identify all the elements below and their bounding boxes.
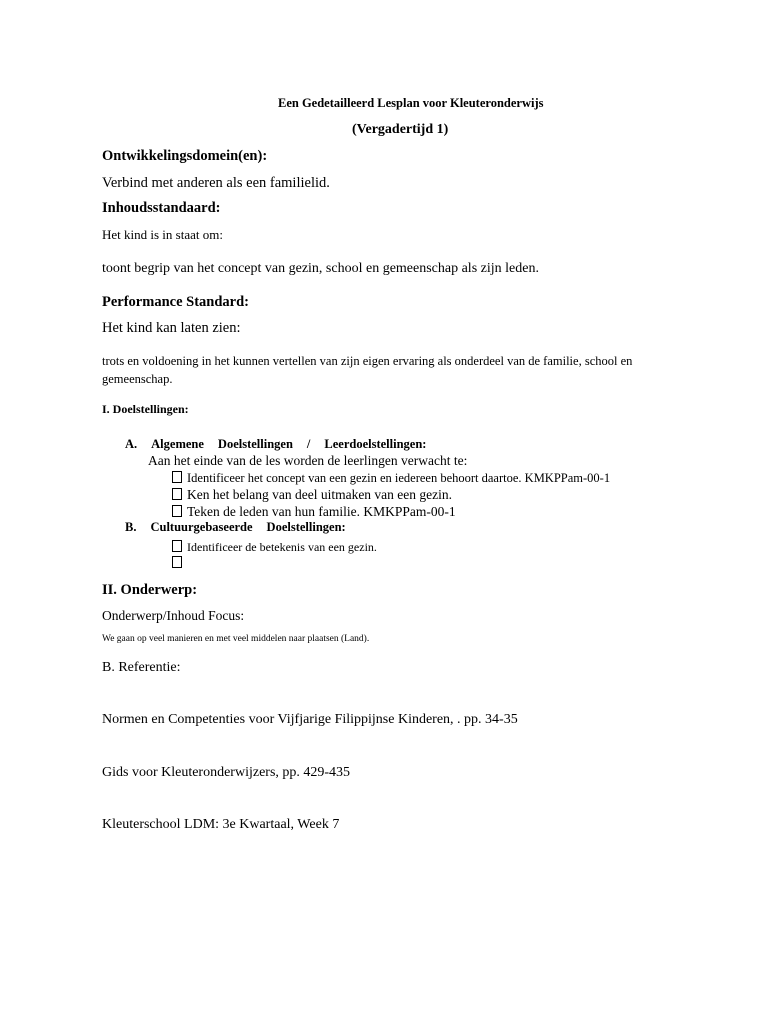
objective-item-text: Ken het belang van deel uitmaken van een gezin. bbox=[187, 487, 453, 502]
objective-item-text: Teken de leden van hun familie. KMKPPam-00-1 bbox=[187, 504, 456, 519]
content-standard-text: toont begrip van het concept van gezin, school en gemeenschap als zijn leden. bbox=[102, 261, 539, 276]
performance-standard-heading: Performance Standard: bbox=[102, 294, 249, 310]
domain-heading: Ontwikkelingsdomein(en): bbox=[102, 148, 268, 164]
reference-item: Kleuterschool LDM: 3e Kwartaal, Week 7 bbox=[102, 817, 340, 832]
checkbox-icon bbox=[172, 471, 182, 483]
reference-heading: B. Referentie: bbox=[102, 660, 181, 675]
section-a-word-1: Algemene bbox=[151, 437, 204, 451]
objective-item bbox=[172, 487, 452, 503]
section-a-heading bbox=[125, 437, 426, 451]
objectives-heading: I. Doelstellingen: bbox=[102, 402, 189, 416]
topic-focus-label: Onderwerp/Inhoud Focus: bbox=[102, 608, 245, 623]
checkbox-icon bbox=[172, 540, 182, 552]
topic-heading: II. Onderwerp: bbox=[102, 582, 198, 598]
section-a-marker: A. bbox=[125, 437, 138, 451]
objective-item-text: Identificeer het concept van een gezin en iedereen behoort daartoe. KMKPPam-00-1 bbox=[187, 471, 611, 485]
checkbox-icon bbox=[172, 505, 182, 517]
content-standard-heading: Inhoudsstandaard: bbox=[102, 200, 221, 216]
section-a-word-2: Doelstellingen bbox=[217, 437, 293, 451]
document-subtitle: (Vergadertijd 1) bbox=[352, 122, 449, 137]
reference-item: Normen en Competenties voor Vijfjarige Filippijnse Kinderen, . pp. 34-35 bbox=[102, 712, 518, 727]
section-b-word-1: Cultuurgebaseerde bbox=[150, 520, 253, 534]
domain-text: Verbind met anderen als een familielid. bbox=[102, 175, 330, 191]
objective-item bbox=[172, 504, 456, 520]
checkbox-icon bbox=[172, 556, 182, 568]
objective-item bbox=[172, 471, 610, 485]
objective-item-text: Identificeer de betekenis van een gezin. bbox=[187, 540, 377, 554]
objective-item bbox=[172, 556, 187, 571]
content-standard-intro: Het kind is in staat om: bbox=[102, 227, 223, 242]
performance-standard-intro: Het kind kan laten zien: bbox=[102, 320, 241, 336]
reference-item: Gids voor Kleuteronderwijzers, pp. 429-435 bbox=[102, 765, 351, 780]
checkbox-icon bbox=[172, 488, 182, 500]
section-b-heading bbox=[125, 520, 346, 534]
section-a-separator: / bbox=[306, 437, 311, 451]
document-title: Een Gedetailleerd Lesplan voor Kleuteronderwijs bbox=[278, 96, 544, 110]
section-a-word-4: Leerdoelstellingen: bbox=[324, 437, 427, 451]
objective-item bbox=[172, 540, 377, 555]
section-a-intro: Aan het einde van de les worden de leerlingen verwacht te: bbox=[148, 453, 468, 468]
topic-text: We gaan op veel manieren en met veel middelen naar plaatsen (Land). bbox=[102, 634, 370, 644]
section-b-word-2: Doelstellingen: bbox=[266, 520, 346, 534]
performance-standard-text: trots en voldoening in het kunnen vertellen van zijn eigen ervaring als onderdeel van de familie, school en gemeenschap. bbox=[102, 354, 633, 386]
section-b-marker: B. bbox=[125, 520, 137, 534]
